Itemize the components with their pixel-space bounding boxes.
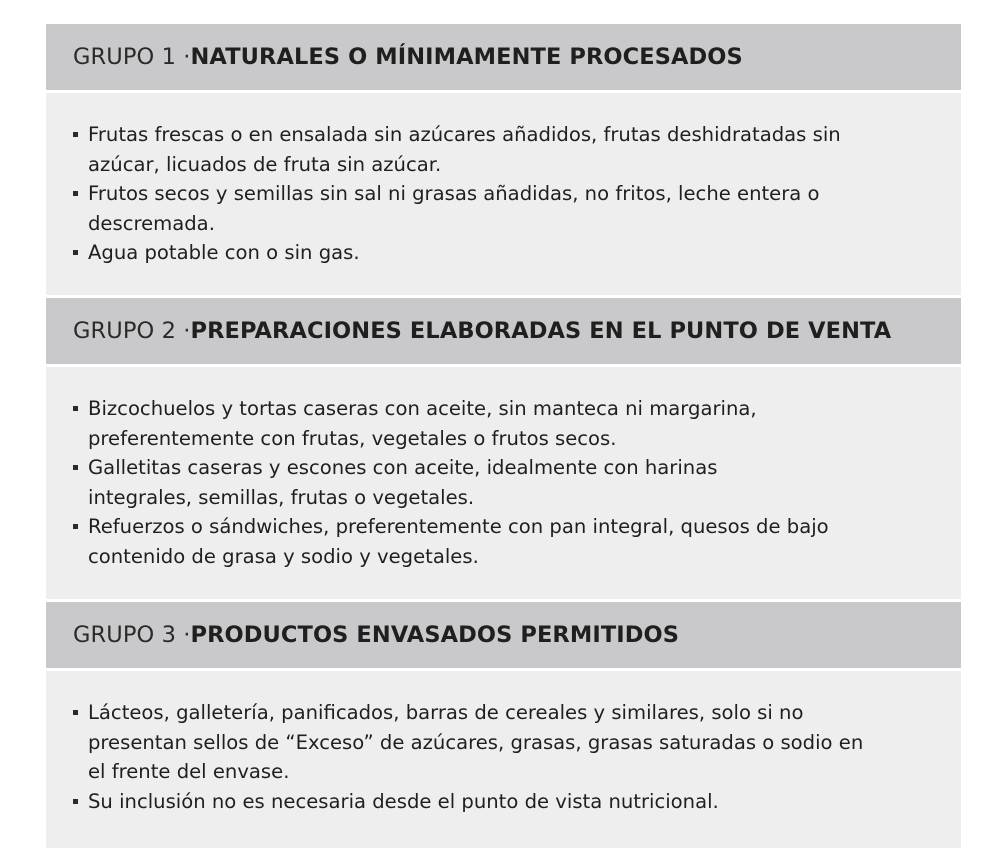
group-2-title: PREPARACIONES ELABORADAS EN EL PUNTO DE VENTA bbox=[190, 318, 892, 344]
list-item-text: Bizcochuelos y tortas caseras con aceite, sin manteca ni margarina, preferentemente con frutas, vegetales o frutos secos. bbox=[88, 397, 757, 450]
group-3-list bbox=[73, 698, 941, 816]
group-1-number: GRUPO 1 · bbox=[73, 44, 191, 70]
bullet-marker bbox=[73, 406, 78, 411]
group-2-header bbox=[46, 298, 961, 364]
group-3-body bbox=[46, 671, 961, 848]
group-1-title: NATURALES O MÍNIMAMENTE PROCESADOS bbox=[190, 44, 743, 70]
group-3-number: GRUPO 3 · bbox=[73, 622, 191, 648]
bullet-marker bbox=[73, 524, 78, 529]
bullet-marker bbox=[73, 465, 78, 470]
bullet-marker bbox=[73, 799, 78, 804]
bullet-marker bbox=[73, 132, 78, 137]
group-1-header bbox=[46, 24, 961, 90]
group-2-list bbox=[73, 394, 941, 571]
group-3-header bbox=[46, 602, 961, 668]
bullet-marker bbox=[73, 191, 78, 196]
list-item-text: Agua potable con o sin gas. bbox=[88, 241, 360, 264]
food-groups-table bbox=[46, 24, 961, 848]
bullet-marker bbox=[73, 710, 78, 715]
list-item-text: Frutas frescas o en ensalada sin azúcares añadidos, frutas deshidratadas sin azúcar, licuados de fruta sin azúcar. bbox=[88, 123, 841, 176]
list-item bbox=[73, 512, 888, 571]
list-item bbox=[73, 238, 908, 268]
list-item-text: Frutos secos y semillas sin sal ni grasas añadidas, no fritos, leche entera o descremada. bbox=[88, 182, 820, 235]
list-item-text: Su inclusión no es necesaria desde el punto de vista nutricional. bbox=[88, 789, 719, 813]
group-1-body bbox=[46, 93, 961, 295]
group-1-list bbox=[73, 120, 941, 268]
list-item-text: Lácteos, galletería, panificados, barras de cereales y similares, solo si no presentan sellos de “Exceso” de azúcares, grasas, grasas saturadas o sodio en el frente del envase. bbox=[88, 701, 864, 783]
list-item bbox=[73, 120, 908, 179]
list-item-text: Refuerzos o sándwiches, preferentemente con pan integral, quesos de bajo contenido de grasa y sodio y vegetales. bbox=[88, 515, 829, 568]
group-3-title: PRODUCTOS ENVASADOS PERMITIDOS bbox=[190, 622, 680, 648]
list-item bbox=[73, 787, 908, 817]
group-2-number: GRUPO 2 · bbox=[73, 318, 191, 344]
bullet-marker bbox=[73, 250, 78, 255]
list-item bbox=[73, 179, 908, 238]
group-2-body bbox=[46, 367, 961, 599]
list-item bbox=[73, 394, 848, 453]
list-item bbox=[73, 698, 878, 787]
list-item bbox=[73, 453, 818, 512]
list-item-text: Galletitas caseras y escones con aceite, idealmente con harinas integrales, semillas, frutas o vegetales. bbox=[88, 456, 718, 509]
